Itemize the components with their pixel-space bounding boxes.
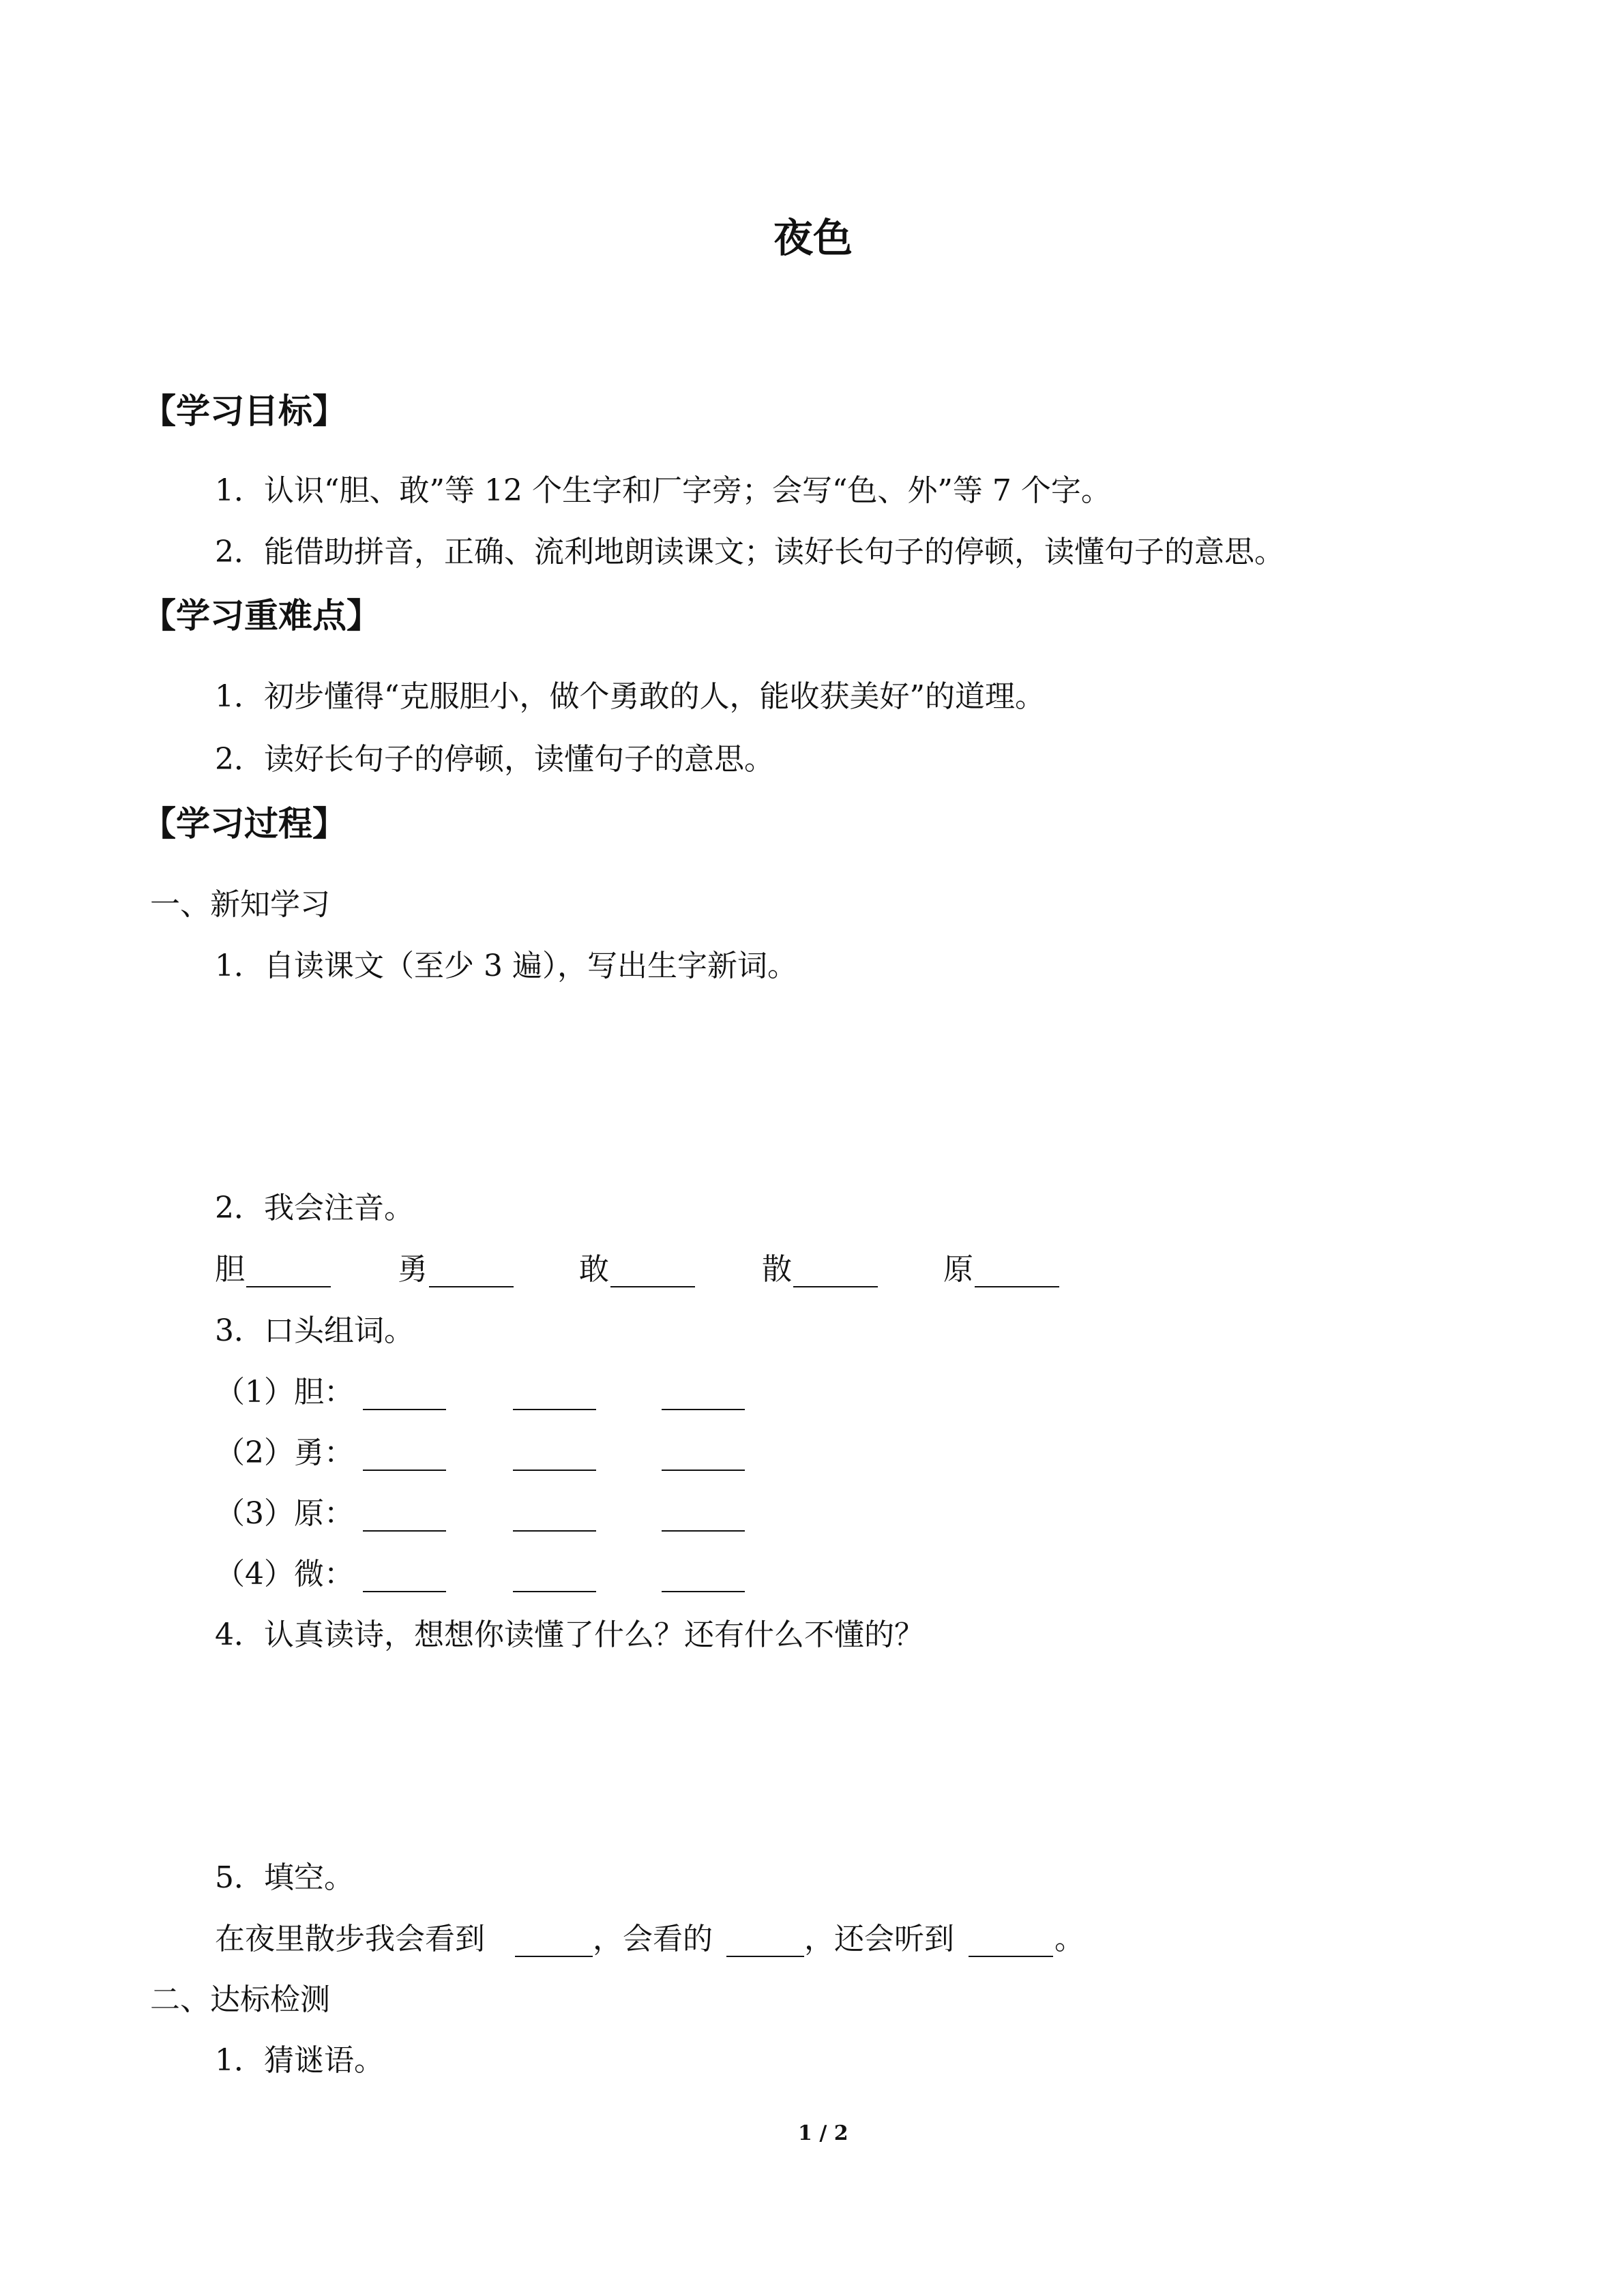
- pinyin-blank[interactable]: [975, 1286, 1059, 1287]
- objective-item-1: 1．认识“胆、敢”等 12 个生字和厂字旁；会写“色、外”等 7 个字。: [215, 473, 1111, 508]
- pinyin-blank[interactable]: [610, 1286, 695, 1287]
- fill-text-2: ，会看的: [593, 1922, 713, 1956]
- question-4: 4．认真读诗，想想你读懂了什么？还有什么不懂的？: [215, 1617, 924, 1652]
- word-blank[interactable]: [662, 1530, 745, 1532]
- word-row-label: （2）勇：: [215, 1435, 354, 1470]
- word-blank[interactable]: [363, 1470, 446, 1471]
- word-blank[interactable]: [513, 1409, 596, 1410]
- word-row-label: （4）微：: [215, 1557, 354, 1592]
- word-blank[interactable]: [662, 1470, 745, 1471]
- question-1: 1．自读课文（至少 3 遍），写出生字新词。: [215, 949, 797, 983]
- fill-blank-3[interactable]: [969, 1956, 1053, 1957]
- pinyin-blank[interactable]: [793, 1286, 878, 1287]
- page-number: 1 / 2: [798, 2121, 848, 2145]
- part2-question-1: 1．猜谜语。: [215, 2043, 384, 2078]
- page-title: 夜色: [773, 215, 853, 261]
- pinyin-char: 散: [762, 1252, 792, 1287]
- pinyin-char: 勇: [398, 1252, 428, 1287]
- keypoint-item-2: 2．读好长句子的停顿，读懂句子的意思。: [215, 742, 774, 777]
- word-row-label: （1）胆：: [215, 1375, 354, 1410]
- word-blank[interactable]: [363, 1409, 446, 1410]
- part1-label: 一、新知学习: [150, 887, 330, 922]
- pinyin-char: 原: [943, 1252, 973, 1287]
- objectives-heading: 【学习目标】: [142, 391, 346, 431]
- pinyin-char: 胆: [215, 1252, 245, 1287]
- word-blank[interactable]: [662, 1409, 745, 1410]
- word-blank[interactable]: [513, 1530, 596, 1532]
- fill-text-3: ，还会听到: [804, 1922, 954, 1956]
- pinyin-blank[interactable]: [246, 1286, 331, 1287]
- word-blank[interactable]: [662, 1591, 745, 1592]
- keypoint-item-1: 1．初步懂得“克服胆小，做个勇敢的人，能收获美好”的道理。: [215, 679, 1045, 714]
- process-heading: 【学习过程】: [142, 804, 346, 844]
- pinyin-char: 敢: [579, 1252, 609, 1287]
- fill-text-4: 。: [1054, 1922, 1084, 1956]
- word-blank[interactable]: [513, 1470, 596, 1471]
- fill-text-1: 在夜里散步我会看到: [215, 1922, 485, 1956]
- keypoints-heading: 【学习重难点】: [142, 596, 381, 636]
- word-blank[interactable]: [513, 1591, 596, 1592]
- objective-item-2: 2．能借助拼音，正确、流利地朗读课文；读好长句子的停顿，读懂句子的意思。: [215, 535, 1284, 569]
- part2-label: 二、达标检测: [150, 1982, 330, 2017]
- question-2: 2．我会注音。: [215, 1191, 414, 1225]
- question-5: 5．填空。: [215, 1860, 354, 1895]
- fill-blank-2[interactable]: [726, 1956, 804, 1957]
- pinyin-blank[interactable]: [429, 1286, 514, 1287]
- fill-blank-1[interactable]: [515, 1956, 593, 1957]
- question-3: 3．口头组词。: [215, 1313, 414, 1348]
- word-row-label: （3）原：: [215, 1496, 354, 1531]
- word-blank[interactable]: [363, 1591, 446, 1592]
- word-blank[interactable]: [363, 1530, 446, 1532]
